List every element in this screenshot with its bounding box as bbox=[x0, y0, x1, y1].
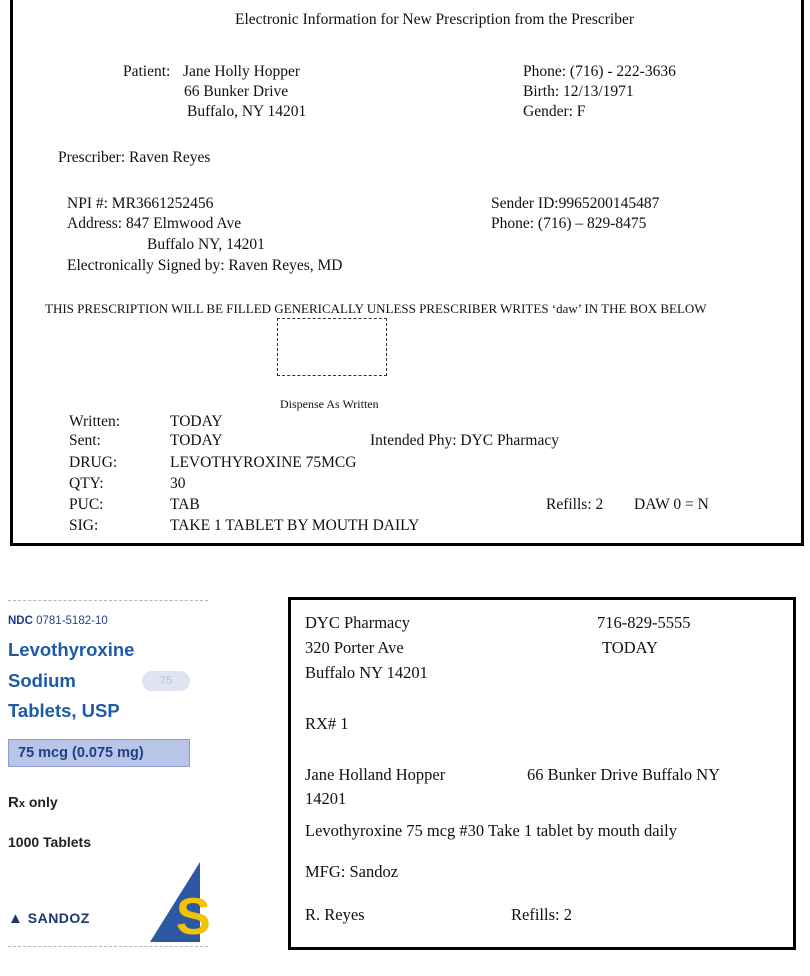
prescription-header: Electronic Information for New Prescription from the Prescriber bbox=[235, 11, 634, 28]
intended-pharmacy: Intended Phy: DYC Pharmacy bbox=[370, 432, 559, 449]
pharmacy-street: 320 Porter Ave bbox=[305, 638, 404, 657]
qty-value: 30 bbox=[170, 475, 186, 492]
puc-label: PUC: bbox=[69, 496, 104, 513]
fill-date: TODAY bbox=[602, 638, 658, 657]
rx-only bbox=[8, 794, 58, 811]
sent-value: TODAY bbox=[170, 432, 223, 449]
electronic-prescription-panel bbox=[10, 0, 804, 546]
pharmacy-label-panel bbox=[288, 597, 796, 950]
sender-id: Sender ID:9965200145487 bbox=[491, 195, 660, 212]
daw-box bbox=[277, 318, 387, 376]
rx-only-text: only bbox=[28, 794, 58, 810]
ndc-prefix: NDC bbox=[8, 615, 33, 627]
pharmacy-name: DYC Pharmacy bbox=[305, 613, 410, 632]
sandoz-logo-icon: ▲ bbox=[8, 910, 24, 927]
patient-label: Patient: bbox=[123, 63, 171, 80]
patient-birth: Birth: 12/13/1971 bbox=[523, 83, 634, 100]
patient-street: 66 Bunker Drive bbox=[184, 83, 289, 100]
svg-text:S: S bbox=[176, 888, 211, 946]
pharmacy-city: Buffalo NY 14201 bbox=[305, 663, 428, 682]
sandoz-text: SANDOZ bbox=[27, 910, 90, 926]
electronic-signature: Electronically Signed by: Raven Reyes, MD bbox=[67, 257, 343, 274]
daw-caption: Dispense As Written bbox=[280, 397, 379, 411]
pharmacy-refills: Refills: 2 bbox=[511, 905, 572, 924]
manufacturer: MFG: Sandoz bbox=[305, 862, 399, 881]
tablet-count: 1000 Tablets bbox=[8, 834, 92, 850]
qty-label: QTY: bbox=[69, 475, 104, 492]
patient-address-a: 66 Bunker Drive Buffalo NY bbox=[527, 765, 721, 784]
patient-name-label: Jane Holland Hopper bbox=[305, 765, 446, 784]
prescriber-name: Prescriber: Raven Reyes bbox=[58, 149, 211, 166]
patient-city: Buffalo, NY 14201 bbox=[187, 103, 307, 120]
drug-name-line3: Tablets, USP bbox=[8, 700, 120, 721]
sig-label: SIG: bbox=[69, 517, 99, 534]
ndc-code bbox=[8, 615, 108, 627]
drug-value: LEVOTHYROXINE 75MCG bbox=[170, 454, 357, 471]
drug-name-line2: Sodium bbox=[8, 670, 76, 691]
ndc-number: 0781-5182-10 bbox=[36, 615, 108, 627]
prescriber-short: R. Reyes bbox=[305, 905, 365, 924]
sent-label: Sent: bbox=[69, 432, 101, 449]
drug-instructions: Levothyroxine 75 mcg #30 Take 1 tablet by mouth daily bbox=[305, 821, 678, 840]
sandoz-brand bbox=[8, 910, 90, 927]
npi-number: NPI #: MR3661252456 bbox=[67, 195, 214, 212]
prescriber-phone: Phone: (716) – 829-8475 bbox=[491, 215, 647, 232]
written-label: Written: bbox=[69, 413, 121, 430]
patient-phone: Phone: (716) - 222-3636 bbox=[523, 63, 676, 80]
label-bottom-border bbox=[8, 946, 208, 947]
refills-value: Refills: 2 bbox=[546, 496, 604, 513]
prescriber-city: Buffalo NY, 14201 bbox=[147, 236, 265, 253]
rx-number: RX# 1 bbox=[305, 714, 349, 733]
sig-value: TAKE 1 TABLET BY MOUTH DAILY bbox=[170, 517, 420, 534]
generic-notice: THIS PRESCRIPTION WILL BE FILLED GENERICALLY UNLESS PRESCRIBER WRITES ‘daw’ IN THE BOX BELOW bbox=[45, 301, 707, 316]
puc-value: TAB bbox=[170, 496, 200, 513]
drug-name-line1: Levothyroxine bbox=[8, 639, 135, 660]
rx-symbol: Rx bbox=[8, 794, 25, 811]
pharmacy-phone: 716-829-5555 bbox=[597, 613, 691, 632]
patient-gender: Gender: F bbox=[523, 103, 586, 120]
sandoz-s-graphic bbox=[150, 862, 211, 946]
patient-name: Jane Holly Hopper bbox=[183, 63, 301, 80]
patient-address-b: 14201 bbox=[305, 789, 347, 808]
label-top-border bbox=[8, 600, 208, 601]
drug-label: DRUG: bbox=[69, 454, 118, 471]
prescriber-address: Address: 847 Elmwood Ave bbox=[67, 215, 242, 232]
daw-value: DAW 0 = N bbox=[634, 496, 709, 513]
written-value: TODAY bbox=[170, 413, 223, 430]
pill-image: 75 bbox=[142, 671, 190, 691]
dose-band: 75 mcg (0.075 mg) bbox=[8, 739, 190, 767]
